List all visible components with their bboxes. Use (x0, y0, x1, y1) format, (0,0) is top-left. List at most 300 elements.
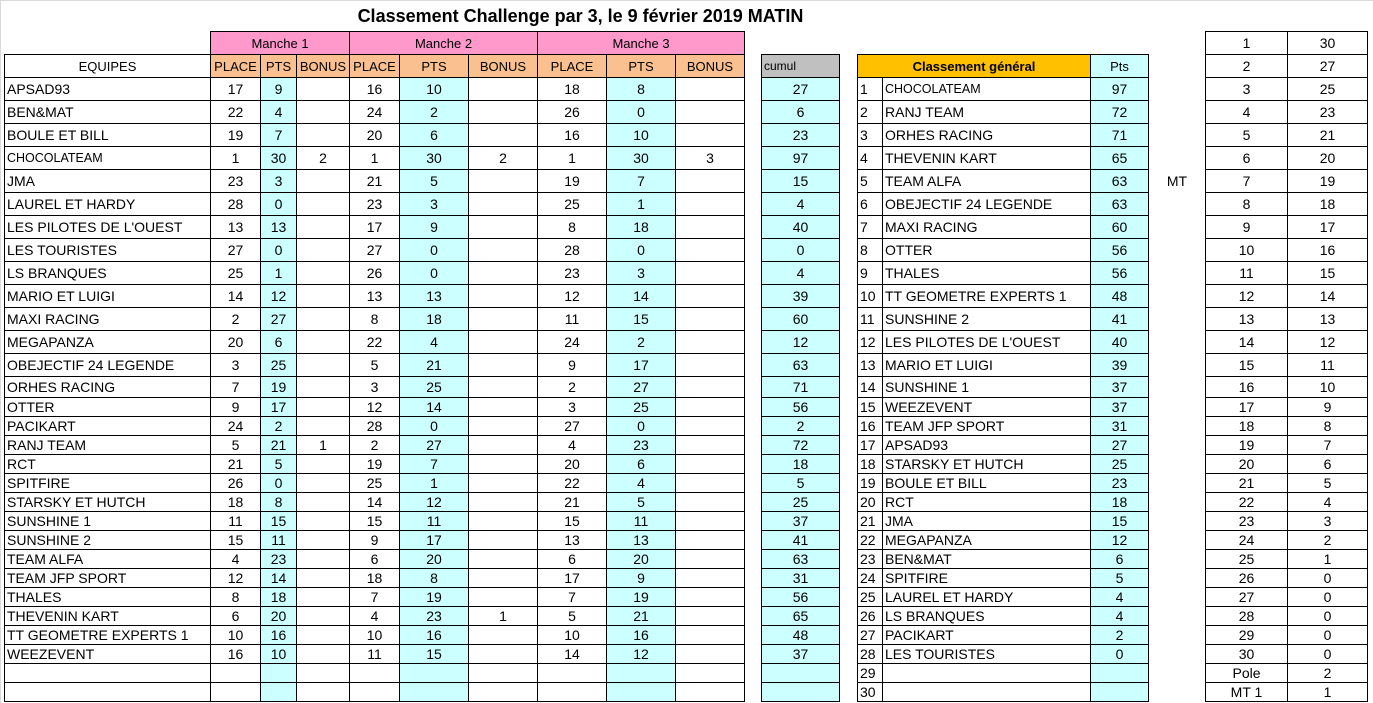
general-rank-cell[interactable]: 5 (857, 169, 883, 193)
bonus-cell[interactable] (296, 454, 350, 474)
bonus-cell[interactable] (675, 435, 745, 455)
pts-cell[interactable]: 23 (260, 549, 297, 569)
place-cell[interactable] (537, 682, 607, 702)
place-cell[interactable]: 28 (210, 192, 261, 216)
general-rank-cell[interactable]: 15 (857, 397, 883, 417)
place-cell[interactable]: 15 (349, 511, 400, 531)
bonus-cell[interactable] (468, 192, 538, 216)
general-pts-cell[interactable]: 4 (1090, 587, 1149, 607)
team-name-cell[interactable]: TEAM JFP SPORT (4, 568, 211, 588)
general-pts-cell[interactable]: 15 (1090, 511, 1149, 531)
general-rank-cell[interactable]: 7 (857, 215, 883, 239)
cumul-cell[interactable]: 18 (761, 454, 840, 474)
bonus-cell[interactable] (675, 663, 745, 683)
general-pts-cell[interactable]: 65 (1090, 146, 1149, 170)
cumul-cell[interactable]: 40 (761, 215, 840, 239)
pts-cell[interactable]: 30 (260, 146, 297, 170)
place-cell[interactable] (537, 663, 607, 683)
pts-cell[interactable] (260, 682, 297, 702)
pts-cell[interactable]: 23 (606, 435, 676, 455)
general-team-cell[interactable]: BOULE ET BILL (882, 473, 1091, 493)
pts-cell[interactable]: 1 (260, 261, 297, 285)
place-cell[interactable]: 12 (349, 397, 400, 417)
scale-place-cell[interactable]: 4 (1205, 100, 1288, 124)
general-rank-cell[interactable]: 11 (857, 307, 883, 331)
pts-cell[interactable]: 5 (399, 169, 469, 193)
scale-points-cell[interactable]: 10 (1287, 376, 1368, 398)
pts-cell[interactable] (260, 663, 297, 683)
pts-cell[interactable]: 12 (399, 492, 469, 512)
place-cell[interactable]: 16 (210, 644, 261, 664)
cumul-cell[interactable]: 72 (761, 435, 840, 455)
cumul-cell[interactable]: 5 (761, 473, 840, 493)
place-cell[interactable] (349, 682, 400, 702)
general-pts-cell[interactable]: 31 (1090, 416, 1149, 436)
pts-cell[interactable]: 20 (260, 606, 297, 626)
bonus-cell[interactable]: 2 (468, 146, 538, 170)
general-pts-cell[interactable]: 37 (1090, 397, 1149, 417)
general-team-cell[interactable]: OTTER (882, 238, 1091, 262)
bonus-cell[interactable] (296, 215, 350, 239)
general-pts-cell[interactable]: 48 (1090, 284, 1149, 308)
team-name-cell[interactable]: STARSKY ET HUTCH (4, 492, 211, 512)
scale-points-cell[interactable]: 11 (1287, 353, 1368, 377)
pts-cell[interactable]: 25 (260, 353, 297, 377)
general-rank-cell[interactable]: 9 (857, 261, 883, 285)
general-pts-cell[interactable]: 72 (1090, 100, 1149, 124)
pts-cell[interactable]: 8 (606, 77, 676, 101)
bonus-cell[interactable] (675, 376, 745, 398)
general-rank-cell[interactable]: 10 (857, 284, 883, 308)
general-team-cell[interactable]: MARIO ET LUIGI (882, 353, 1091, 377)
pts-cell[interactable]: 2 (606, 330, 676, 354)
scale-points-cell[interactable]: 14 (1287, 284, 1368, 308)
pts-cell[interactable]: 9 (399, 215, 469, 239)
bonus-cell[interactable] (296, 416, 350, 436)
pts-cell[interactable]: 2 (399, 100, 469, 124)
bonus-cell[interactable]: 1 (468, 606, 538, 626)
bonus-cell[interactable] (296, 625, 350, 645)
pts-cell[interactable]: 12 (606, 644, 676, 664)
pts-cell[interactable]: 15 (399, 644, 469, 664)
general-team-cell[interactable]: TEAM ALFA (882, 169, 1091, 193)
bonus-cell[interactable]: 2 (296, 146, 350, 170)
general-team-cell[interactable]: BEN&MAT (882, 549, 1091, 569)
bonus-cell[interactable] (468, 307, 538, 331)
bonus-cell[interactable] (468, 625, 538, 645)
bonus-cell[interactable] (675, 530, 745, 550)
place-cell[interactable]: 23 (210, 169, 261, 193)
bonus-cell[interactable] (468, 682, 538, 702)
scale-place-cell[interactable]: 16 (1205, 376, 1288, 398)
scale-place-cell[interactable]: 30 (1205, 644, 1288, 664)
pts-cell[interactable]: 3 (260, 169, 297, 193)
pts-cell[interactable]: 8 (260, 492, 297, 512)
pts-cell[interactable]: 16 (399, 625, 469, 645)
team-name-cell[interactable]: SPITFIRE (4, 473, 211, 493)
pts-cell[interactable]: 11 (606, 511, 676, 531)
scale-points-cell[interactable]: 1 (1287, 549, 1368, 569)
bonus-cell[interactable] (675, 511, 745, 531)
bonus-cell[interactable]: 1 (296, 435, 350, 455)
cumul-cell[interactable]: 25 (761, 492, 840, 512)
pts-cell[interactable]: 19 (399, 587, 469, 607)
general-team-cell[interactable] (882, 682, 1091, 702)
pts-cell[interactable]: 25 (399, 376, 469, 398)
scale-points-cell[interactable]: 0 (1287, 625, 1368, 645)
bonus-cell[interactable] (675, 549, 745, 569)
pts-cell[interactable]: 4 (260, 100, 297, 124)
bonus-cell[interactable] (296, 123, 350, 147)
place-cell[interactable]: 5 (349, 353, 400, 377)
scale-points-cell[interactable]: 16 (1287, 238, 1368, 262)
general-rank-cell[interactable]: 22 (857, 530, 883, 550)
general-pts-cell[interactable]: 18 (1090, 492, 1149, 512)
pts-cell[interactable]: 15 (606, 307, 676, 331)
pts-cell[interactable]: 6 (606, 454, 676, 474)
place-cell[interactable]: 18 (349, 568, 400, 588)
place-cell[interactable]: 26 (210, 473, 261, 493)
place-cell[interactable]: 25 (349, 473, 400, 493)
pts-cell[interactable]: 11 (260, 530, 297, 550)
team-name-cell[interactable] (4, 682, 211, 702)
bonus-cell[interactable] (468, 549, 538, 569)
cumul-cell[interactable]: 63 (761, 549, 840, 569)
scale-place-cell[interactable]: 7 (1205, 169, 1288, 193)
general-team-cell[interactable]: SPITFIRE (882, 568, 1091, 588)
bonus-cell[interactable] (468, 376, 538, 398)
pts-cell[interactable]: 17 (606, 353, 676, 377)
pts-cell[interactable]: 30 (399, 146, 469, 170)
pts-cell[interactable]: 11 (399, 511, 469, 531)
bonus-cell[interactable] (468, 587, 538, 607)
bonus-cell[interactable] (296, 568, 350, 588)
general-pts-cell[interactable]: 60 (1090, 215, 1149, 239)
team-name-cell[interactable]: ORHES RACING (4, 376, 211, 398)
pts-cell[interactable]: 3 (606, 261, 676, 285)
bonus-cell[interactable] (675, 416, 745, 436)
scale-points-cell[interactable]: 27 (1287, 54, 1368, 78)
place-cell[interactable]: 2 (210, 307, 261, 331)
place-cell[interactable]: 16 (349, 77, 400, 101)
general-rank-cell[interactable]: 14 (857, 376, 883, 398)
pts-cell[interactable] (606, 682, 676, 702)
scale-points-cell[interactable]: 18 (1287, 192, 1368, 216)
place-cell[interactable]: 17 (349, 215, 400, 239)
place-cell[interactable]: 22 (537, 473, 607, 493)
general-rank-cell[interactable]: 24 (857, 568, 883, 588)
bonus-cell[interactable] (468, 397, 538, 417)
pts-cell[interactable]: 21 (399, 353, 469, 377)
bonus-cell[interactable] (675, 238, 745, 262)
general-pts-cell[interactable]: 40 (1090, 330, 1149, 354)
pts-cell[interactable]: 0 (606, 100, 676, 124)
bonus-cell[interactable] (468, 169, 538, 193)
cumul-cell[interactable]: 2 (761, 416, 840, 436)
general-team-cell[interactable]: THALES (882, 261, 1091, 285)
general-rank-cell[interactable]: 17 (857, 435, 883, 455)
general-pts-cell[interactable]: 39 (1090, 353, 1149, 377)
bonus-cell[interactable] (468, 238, 538, 262)
bonus-cell[interactable] (675, 473, 745, 493)
team-name-cell[interactable]: LAUREL ET HARDY (4, 192, 211, 216)
general-pts-cell[interactable]: 71 (1090, 123, 1149, 147)
general-pts-cell[interactable]: 63 (1090, 169, 1149, 193)
scale-points-cell[interactable]: 3 (1287, 511, 1368, 531)
pts-cell[interactable]: 23 (399, 606, 469, 626)
bonus-cell[interactable] (296, 492, 350, 512)
cumul-cell[interactable]: 56 (761, 587, 840, 607)
scale-place-cell[interactable]: 24 (1205, 530, 1288, 550)
place-cell[interactable]: 13 (210, 215, 261, 239)
place-cell[interactable]: 3 (349, 376, 400, 398)
bonus-cell[interactable] (675, 100, 745, 124)
pts-cell[interactable]: 17 (260, 397, 297, 417)
general-team-cell[interactable]: ORHES RACING (882, 123, 1091, 147)
pts-cell[interactable]: 21 (606, 606, 676, 626)
general-team-cell[interactable]: SUNSHINE 2 (882, 307, 1091, 331)
place-cell[interactable]: 4 (537, 435, 607, 455)
scale-points-cell[interactable]: 0 (1287, 606, 1368, 626)
bonus-cell[interactable] (296, 511, 350, 531)
bonus-cell[interactable] (296, 192, 350, 216)
bonus-cell[interactable] (296, 587, 350, 607)
bonus-cell[interactable] (468, 663, 538, 683)
scale-points-cell[interactable]: 20 (1287, 146, 1368, 170)
bonus-cell[interactable] (675, 169, 745, 193)
scale-points-cell[interactable]: 19 (1287, 169, 1368, 193)
place-cell[interactable]: 22 (349, 330, 400, 354)
team-name-cell[interactable]: WEEZEVENT (4, 644, 211, 664)
scale-place-cell[interactable]: 23 (1205, 511, 1288, 531)
place-cell[interactable]: 20 (537, 454, 607, 474)
bonus-cell[interactable] (675, 625, 745, 645)
place-cell[interactable]: 22 (210, 100, 261, 124)
general-pts-cell[interactable]: 23 (1090, 473, 1149, 493)
pts-cell[interactable]: 27 (399, 435, 469, 455)
place-cell[interactable]: 9 (537, 353, 607, 377)
place-cell[interactable]: 24 (210, 416, 261, 436)
pts-cell[interactable]: 14 (399, 397, 469, 417)
general-rank-cell[interactable]: 12 (857, 330, 883, 354)
bonus-cell[interactable] (296, 549, 350, 569)
cumul-cell[interactable]: 31 (761, 568, 840, 588)
general-rank-cell[interactable]: 2 (857, 100, 883, 124)
bonus-cell[interactable] (296, 644, 350, 664)
scale-place-cell[interactable]: 19 (1205, 435, 1288, 455)
scale-place-cell[interactable]: 27 (1205, 587, 1288, 607)
pts-cell[interactable]: 27 (606, 376, 676, 398)
general-pts-cell[interactable]: 56 (1090, 261, 1149, 285)
cumul-cell[interactable]: 23 (761, 123, 840, 147)
place-cell[interactable]: 28 (349, 416, 400, 436)
pts-cell[interactable]: 1 (399, 473, 469, 493)
bonus-cell[interactable] (675, 77, 745, 101)
general-team-cell[interactable] (882, 663, 1091, 683)
pts-cell[interactable]: 13 (399, 284, 469, 308)
place-cell[interactable]: 4 (210, 549, 261, 569)
place-cell[interactable]: 5 (537, 606, 607, 626)
team-name-cell[interactable]: RCT (4, 454, 211, 474)
general-team-cell[interactable]: TT GEOMETRE EXPERTS 1 (882, 284, 1091, 308)
pts-cell[interactable]: 18 (260, 587, 297, 607)
bonus-cell[interactable] (675, 330, 745, 354)
scale-points-cell[interactable]: 13 (1287, 307, 1368, 331)
cumul-cell[interactable]: 37 (761, 511, 840, 531)
team-name-cell[interactable]: LES PILOTES DE L'OUEST (4, 215, 211, 239)
scale-points-cell[interactable]: 0 (1287, 587, 1368, 607)
general-pts-cell[interactable]: 0 (1090, 644, 1149, 664)
team-name-cell[interactable]: BEN&MAT (4, 100, 211, 124)
general-pts-cell[interactable]: 56 (1090, 238, 1149, 262)
pts-cell[interactable]: 6 (260, 330, 297, 354)
team-name-cell[interactable]: JMA (4, 169, 211, 193)
bonus-cell[interactable] (675, 454, 745, 474)
general-pts-cell[interactable]: 63 (1090, 192, 1149, 216)
bonus-cell[interactable] (675, 644, 745, 664)
bonus-cell[interactable] (468, 435, 538, 455)
general-team-cell[interactable]: THEVENIN KART (882, 146, 1091, 170)
bonus-cell[interactable] (675, 587, 745, 607)
scale-place-cell[interactable]: 1 (1205, 31, 1288, 55)
cumul-cell[interactable]: 37 (761, 644, 840, 664)
scale-place-cell[interactable]: 21 (1205, 473, 1288, 493)
bonus-cell[interactable] (675, 307, 745, 331)
general-rank-cell[interactable]: 16 (857, 416, 883, 436)
pts-cell[interactable]: 7 (399, 454, 469, 474)
cumul-cell[interactable] (761, 682, 840, 702)
general-rank-cell[interactable]: 28 (857, 644, 883, 664)
bonus-cell[interactable] (468, 284, 538, 308)
bonus-cell[interactable] (296, 663, 350, 683)
place-cell[interactable]: 2 (537, 376, 607, 398)
cumul-cell[interactable]: 97 (761, 146, 840, 170)
scale-points-cell[interactable]: 2 (1287, 530, 1368, 550)
cumul-cell[interactable]: 63 (761, 353, 840, 377)
general-team-cell[interactable]: LES PILOTES DE L'OUEST (882, 330, 1091, 354)
bonus-cell[interactable] (675, 284, 745, 308)
scale-place-cell[interactable]: 3 (1205, 77, 1288, 101)
general-rank-cell[interactable]: 21 (857, 511, 883, 531)
scale-place-cell[interactable]: Pole (1205, 663, 1288, 683)
bonus-cell[interactable] (468, 416, 538, 436)
scale-points-cell[interactable]: 23 (1287, 100, 1368, 124)
pts-cell[interactable]: 13 (260, 215, 297, 239)
pts-cell[interactable]: 3 (399, 192, 469, 216)
bonus-cell[interactable] (468, 511, 538, 531)
place-cell[interactable]: 21 (349, 169, 400, 193)
place-cell[interactable]: 8 (349, 307, 400, 331)
general-team-cell[interactable]: TEAM JFP SPORT (882, 416, 1091, 436)
bonus-cell[interactable] (468, 215, 538, 239)
bonus-cell[interactable] (468, 644, 538, 664)
place-cell[interactable]: 18 (210, 492, 261, 512)
bonus-cell[interactable] (468, 330, 538, 354)
bonus-cell[interactable] (675, 568, 745, 588)
place-cell[interactable]: 16 (537, 123, 607, 147)
cumul-cell[interactable]: 39 (761, 284, 840, 308)
pts-cell[interactable]: 7 (606, 169, 676, 193)
scale-place-cell[interactable]: 22 (1205, 492, 1288, 512)
general-rank-cell[interactable]: 26 (857, 606, 883, 626)
scale-points-cell[interactable]: 6 (1287, 454, 1368, 474)
team-name-cell[interactable]: CHOCOLATEAM (4, 146, 211, 170)
pts-cell[interactable]: 8 (399, 568, 469, 588)
pts-cell[interactable] (606, 663, 676, 683)
scale-points-cell[interactable]: 5 (1287, 473, 1368, 493)
place-cell[interactable]: 28 (537, 238, 607, 262)
place-cell[interactable]: 14 (210, 284, 261, 308)
pts-cell[interactable]: 5 (260, 454, 297, 474)
general-pts-cell[interactable]: 5 (1090, 568, 1149, 588)
pts-cell[interactable]: 0 (606, 238, 676, 262)
bonus-cell[interactable] (296, 330, 350, 354)
place-cell[interactable]: 26 (537, 100, 607, 124)
team-name-cell[interactable]: BOULE ET BILL (4, 123, 211, 147)
scale-place-cell[interactable]: 28 (1205, 606, 1288, 626)
bonus-cell[interactable] (468, 454, 538, 474)
general-pts-cell[interactable]: 25 (1090, 454, 1149, 474)
team-name-cell[interactable]: SUNSHINE 1 (4, 511, 211, 531)
team-name-cell[interactable]: LES TOURISTES (4, 238, 211, 262)
cumul-cell[interactable]: 60 (761, 307, 840, 331)
pts-cell[interactable]: 2 (260, 416, 297, 436)
place-cell[interactable]: 24 (349, 100, 400, 124)
team-name-cell[interactable] (4, 663, 211, 683)
cumul-cell[interactable]: 0 (761, 238, 840, 262)
general-pts-cell[interactable] (1090, 682, 1149, 702)
pts-cell[interactable]: 10 (260, 644, 297, 664)
scale-place-cell[interactable]: 29 (1205, 625, 1288, 645)
general-rank-cell[interactable]: 29 (857, 663, 883, 683)
place-cell[interactable]: 6 (349, 549, 400, 569)
bonus-cell[interactable] (675, 353, 745, 377)
place-cell[interactable]: 17 (537, 568, 607, 588)
bonus-cell[interactable] (468, 353, 538, 377)
place-cell[interactable]: 1 (537, 146, 607, 170)
place-cell[interactable]: 6 (210, 606, 261, 626)
place-cell[interactable]: 8 (210, 587, 261, 607)
team-name-cell[interactable]: OTTER (4, 397, 211, 417)
cumul-cell[interactable]: 6 (761, 100, 840, 124)
scale-place-cell[interactable]: 26 (1205, 568, 1288, 588)
place-cell[interactable]: 8 (537, 215, 607, 239)
general-pts-cell[interactable]: 12 (1090, 530, 1149, 550)
bonus-cell[interactable] (296, 473, 350, 493)
cumul-cell[interactable]: 4 (761, 261, 840, 285)
scale-place-cell[interactable]: 25 (1205, 549, 1288, 569)
general-team-cell[interactable]: WEEZEVENT (882, 397, 1091, 417)
bonus-cell[interactable] (675, 606, 745, 626)
scale-points-cell[interactable]: 2 (1287, 663, 1368, 683)
bonus-cell[interactable] (296, 682, 350, 702)
pts-cell[interactable]: 12 (260, 284, 297, 308)
place-cell[interactable]: 21 (537, 492, 607, 512)
pts-cell[interactable]: 19 (606, 587, 676, 607)
place-cell[interactable]: 25 (537, 192, 607, 216)
pts-cell[interactable]: 0 (260, 192, 297, 216)
place-cell[interactable]: 12 (537, 284, 607, 308)
scale-points-cell[interactable]: 12 (1287, 330, 1368, 354)
general-rank-cell[interactable]: 25 (857, 587, 883, 607)
place-cell[interactable]: 11 (210, 511, 261, 531)
cumul-cell[interactable]: 27 (761, 77, 840, 101)
place-cell[interactable]: 11 (537, 307, 607, 331)
pts-cell[interactable]: 18 (399, 307, 469, 331)
place-cell[interactable]: 14 (349, 492, 400, 512)
pts-cell[interactable]: 10 (606, 123, 676, 147)
place-cell[interactable]: 1 (349, 146, 400, 170)
